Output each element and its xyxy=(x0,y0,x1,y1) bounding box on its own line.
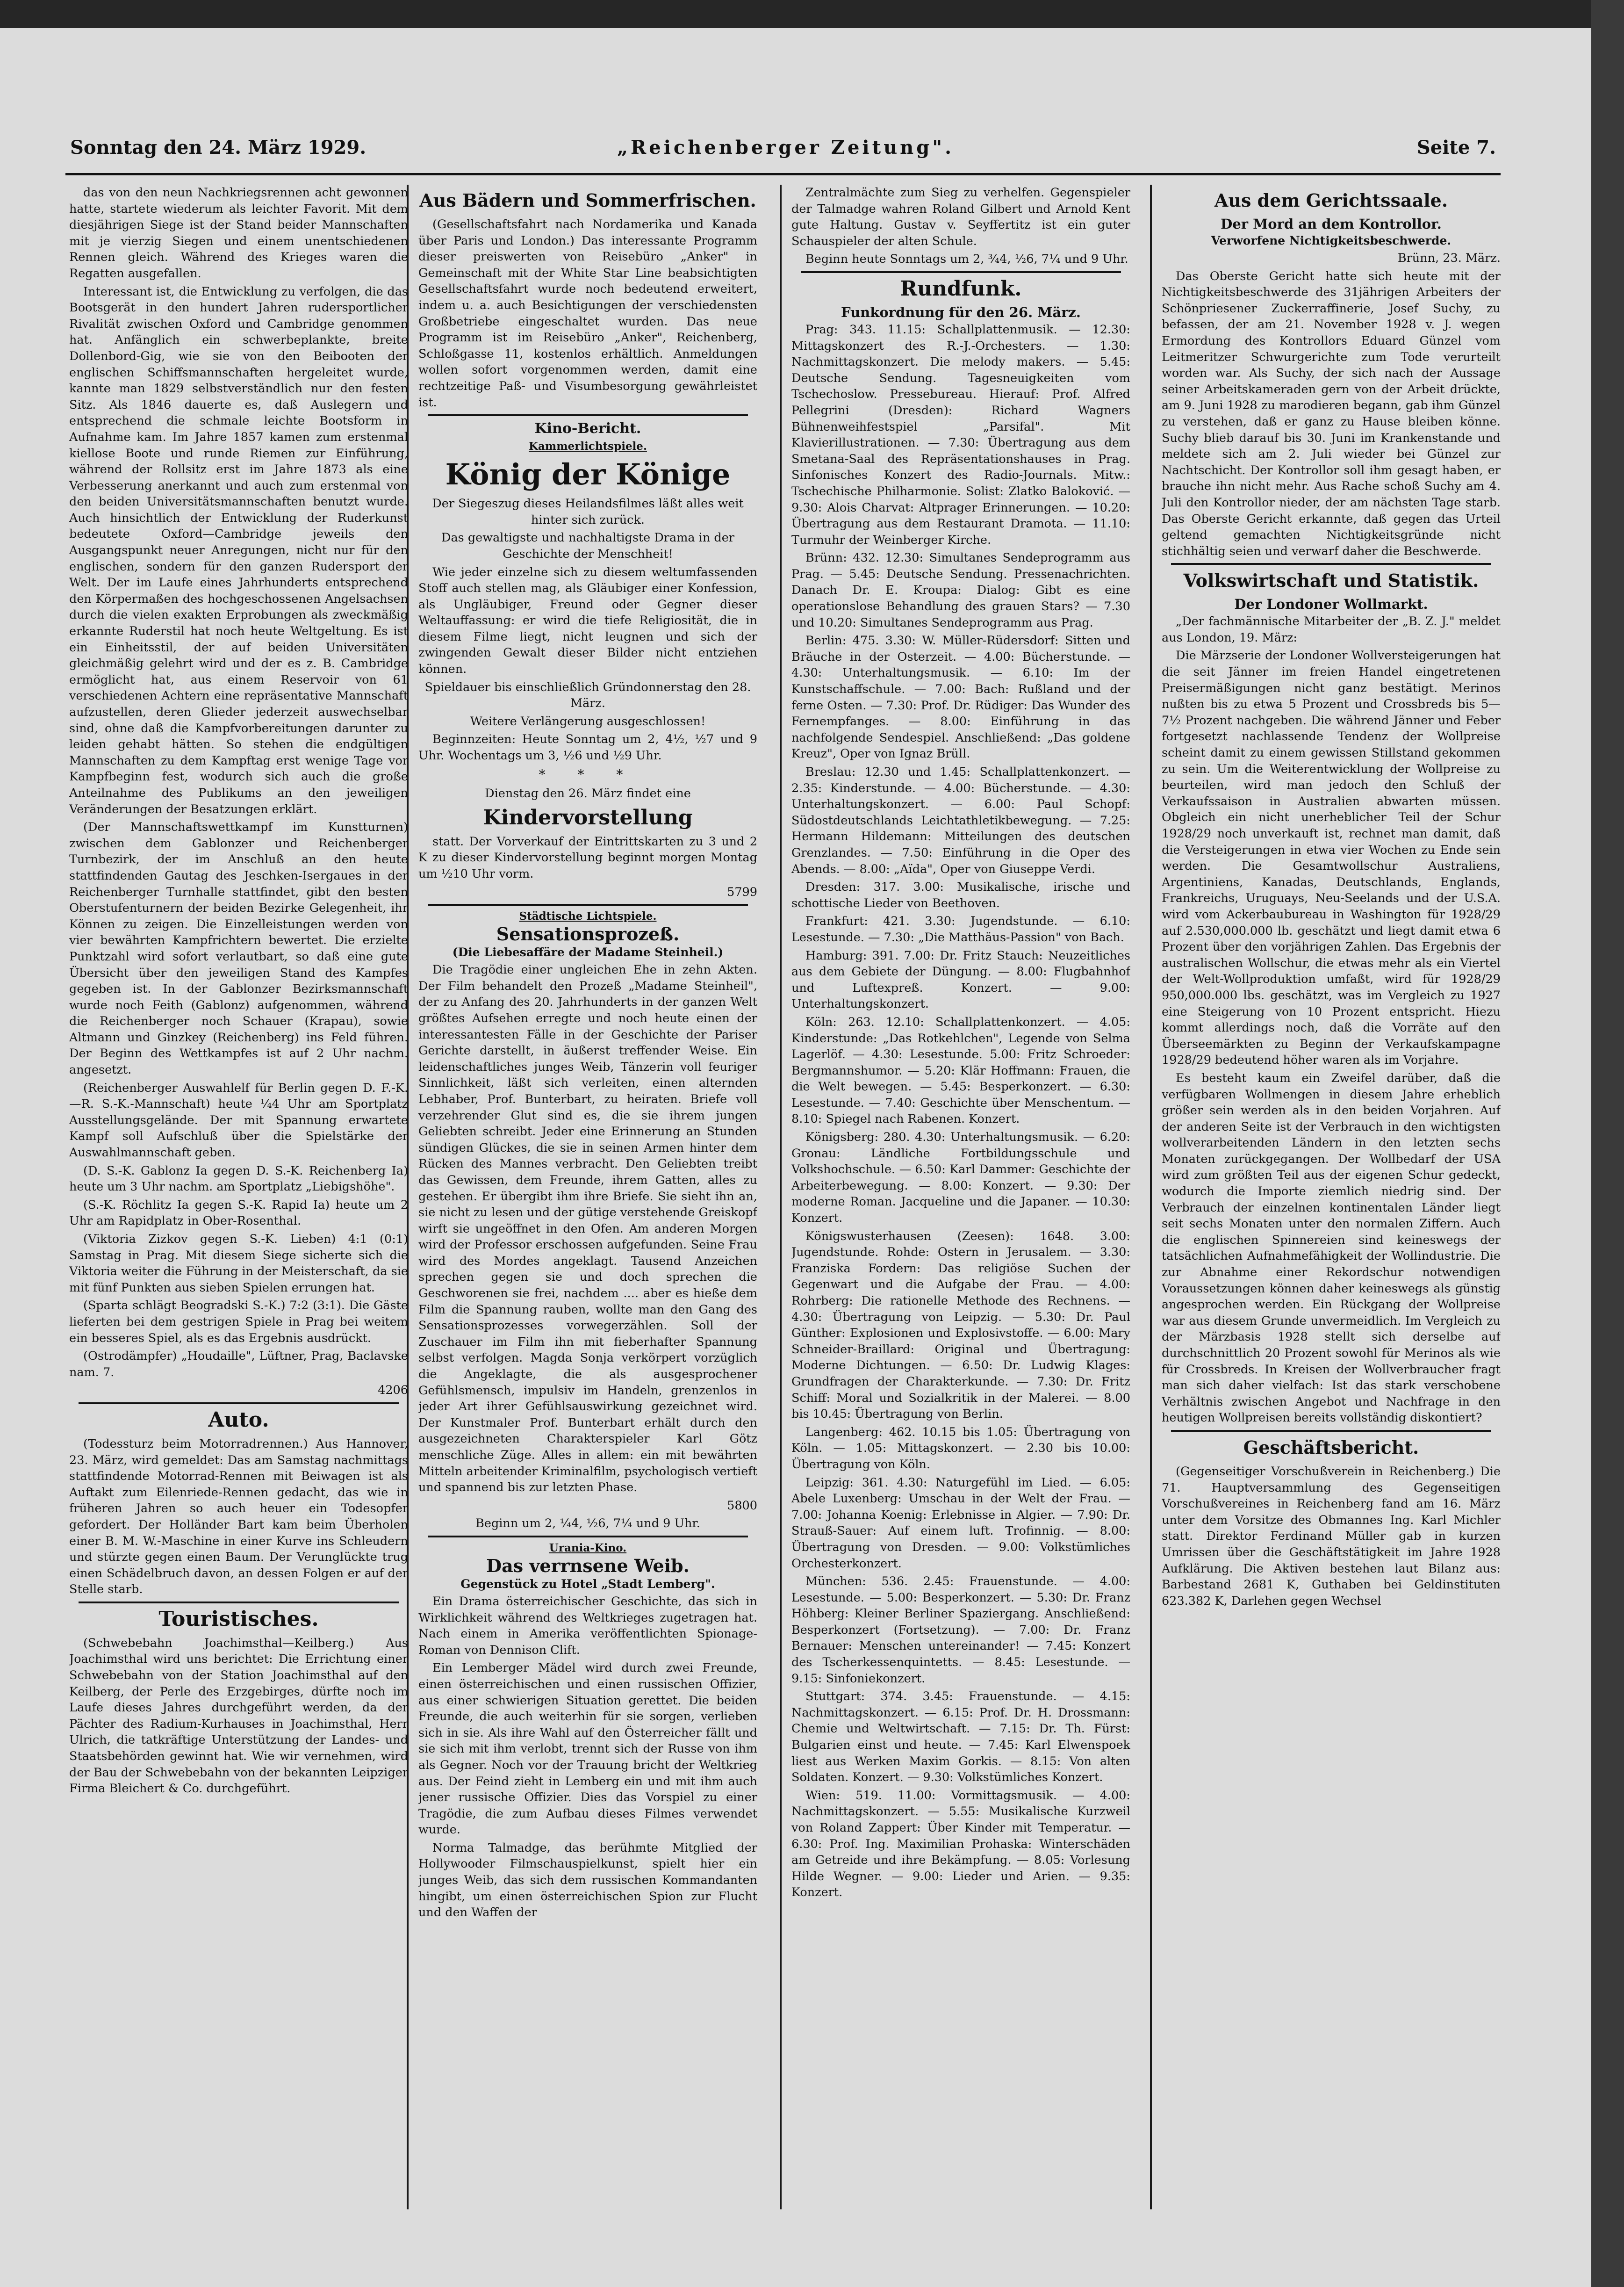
section-heading-baeder: Aus Bädern und Sommerfrischen. xyxy=(419,190,756,211)
article-paragraph: Beginn heute Sonntags um 2, ¾4, ½6, 7¼ und 9 Uhr. xyxy=(805,252,1128,267)
article-paragraph: statt. Der Vorverkauf der Eintrittskarten zu 3 und 2 K zu dieser Kindervorstellung beginnt morgen Montag um ½10 Uhr vorm. xyxy=(418,834,757,881)
film-title: Das verrnsene Weib. xyxy=(486,1555,690,1576)
section-heading-gerichtssaale: Aus dem Gerichtssaale. xyxy=(1214,190,1448,211)
radio-program: Berlin: 475. 3.30: W. Müller-Rüdersdorf: Sitten und Bräuche in der Osterzeit. — 4.00: Bücherstunde. — 4.30: Unterhaltungsmusik. — 6.10: Im der Kunstschaffschule. — 7.00: Bach: Rußland und der ferne Osten. — 7.30: Prof. Dr. Rüdiger: Das Wunder des Fernempfanges. — 8.00: Einführung in das nachfolgende Sendespiel. Anschließend: „Das goldene Kreuz", Oper von Ignaz Brüll. xyxy=(791,634,1130,761)
section-separator xyxy=(428,1536,748,1537)
header-rule xyxy=(65,173,1501,175)
scan-edge-top xyxy=(0,0,1624,28)
film-subtitle: Gegenstück zu Hotel „Stadt Lemberg". xyxy=(460,1577,715,1591)
article-title: Der Mord an dem Kontrollor. xyxy=(1221,216,1442,232)
section-heading-auto: Auto. xyxy=(208,1407,269,1432)
article-paragraph: (S.-K. Röchlitz Ia gegen S.-K. Rapid Ia) heute um 2 Uhr am Rapidplatz in Ober-Rosenthal. xyxy=(69,1198,408,1228)
cinema-name: Kammerlichtspiele. xyxy=(529,440,647,453)
dateline: Brünn, 23. März. xyxy=(1397,251,1501,265)
column-rule xyxy=(780,185,782,2209)
article-paragraph: (Todessturz beim Motorradrennen.) Aus Hannover, 23. März, wird gemeldet: Das am Samstag nachmittags stattfindende Motorrad-Rennen mit Beiwagen ist als Auftakt zum Eilenriede-Rennen gedacht, das wie in früheren Jahren so auch heuer ein Todesopfer gefordert. Der Holländer Bart kam beim Überholen einer B. M. W.-Maschine in einer Kurve ins Schleudern und stürzte gegen einen Baum. Der Verunglückte trug einen Schädelbruch davon, an dessen Folgen er auf der Stelle starb. xyxy=(69,1436,408,1597)
section-heading-rundfunk: Rundfunk. xyxy=(900,276,1022,301)
ad-number: 4206 xyxy=(378,1383,408,1398)
radio-program: Breslau: 12.30 und 1.45: Schallplattenkonzert. — 2.35: Kinderstunde. — 4.00: Bücherstunde. — 4.30: Unterhaltungskonzert. — 6.00: Paul Schopf: Südostdeutschlands Leichtathletikbewegung. — 7.25: Hermann Hildemann: Mitteilungen des deutschen Grenzlandes. — 7.50: Einführung in die Oper des Abends. — 8.00: „Aïda", Oper von Giuseppe Verdi. xyxy=(791,765,1130,876)
article-subtitle: Verworfene Nichtigkeitsbeschwerde. xyxy=(1211,234,1452,247)
article-title: Der Londoner Wollmarkt. xyxy=(1234,596,1428,613)
cinema-name: Städtische Lichtspiele. xyxy=(519,910,657,923)
article-paragraph: Spieldauer bis einschließlich Gründonnerstag den 28. März. xyxy=(424,680,751,711)
column-2 xyxy=(418,185,757,2219)
article-paragraph: Das Oberste Gericht hatte sich heute mit der Nichtigkeitsbeschwerde des 31jährigen Arbeiters der Schönpriesener Zuckerraffinerie, Josef Suchy, zu befassen, der am 21. November 1928 v. J. wegen Ermordung des Kontrollors Eduard Günzel vom Leitmeritzer Schwurgerichte zum Tode verurteilt worden war. Als Suchy, der sich nach der Aussage seiner Arbeitskameraden gern von der Arbeit drückte, am 9. Juni 1928 zu marodieren begann, gab ihm Günzel zu verstehen, daß er ganz zu Hause bleiben könne. Suchy blieb darauf bis 30. Juni im Krankenstande und meldete sich am 2. Juli wieder bei Günzel zur Nachtschicht. Der Kontrollor soll ihm gesagt haben, er brauche ihn nicht mehr. Aus Rache schoß Suchy am 4. Juli den Kontrollor nieder, der am nächsten Tage starb. Das Oberste Gericht erkannte, daß gegen das Urteil geltend gemachten Nichtigkeitsgründe nicht stichhältig seien und verwarf daher die Beschwerde. xyxy=(1162,269,1501,558)
article-paragraph: Norma Talmadge, das berühmte Mitglied der Hollywooder Filmschauspielkunst, spielt hier ein junges Weib, das sich dem russischen Kommandanten hingibt, um einen österreichischen Spion zur Flucht und den Waffen der xyxy=(418,1840,757,1920)
section-separator xyxy=(428,414,748,416)
article-paragraph: Weitere Verlängerung ausgeschlossen! xyxy=(470,714,706,729)
section-heading-touristisches: Touristisches. xyxy=(158,1607,319,1631)
ad-number: 5799 xyxy=(727,885,757,899)
article-paragraph: „Der fachmännische Mitarbeiter der „B. Z. J." meldet aus London, 19. März: xyxy=(1162,614,1501,645)
cinema-name: Urania-Kino. xyxy=(549,1541,627,1554)
section-heading-kino: Kino-Bericht. xyxy=(534,420,641,437)
header-page-number: Seite 7. xyxy=(1416,137,1496,159)
film-title: Sensationsprozeß. xyxy=(496,923,680,945)
article-paragraph: Beginnzeiten: Heute Sonntag um 2, 4½, ½7 und 9 Uhr. Wochentags um 3, ½6 und ½9 Uhr. xyxy=(418,732,757,763)
film-subtitle: (Die Liebesaffäre der Madame Steinheil.) xyxy=(452,945,724,960)
radio-program: Frankfurt: 421. 3.30: Jugendstunde. — 6.10: Lesestunde. — 7.30: „Die Matthäus-Passion" von Bach. xyxy=(791,914,1130,945)
section-separator xyxy=(1171,563,1491,565)
article-paragraph: (Sparta schlägt Beogradski S.-K.) 7:2 (3:1). Die Gäste lieferten bei dem gestrigen Spiele in Prag bei weitem ein besseres Spiel, als es das Ergebnis ausdrückt. xyxy=(69,1299,408,1345)
section-separator xyxy=(428,904,748,906)
article-paragraph: Beginn um 2, ¼4, ½6, 7¼ und 9 Uhr. xyxy=(475,1516,700,1531)
article-paragraph: Es besteht kaum ein Zweifel darüber, daß die verfügbaren Wollmengen in diesem Jahre erheblich größer sein werden als in den beiden Vorjahren. Auf der anderen Seite ist der Verbrauch in den wichtigsten wollverarbeitenden Ländern in den letzten sechs Monaten zurückgegangen. Der Wollbedarf der USA wird zum größten Teil aus der eigenen Schur gedeckt, wodurch die Importe ziemlich niedrig sind. Der Verbrauch der einzelnen kontinentalen Länder liegt seit sechs Monaten unter den normalen Ziffern. Auch die englischen Spinnereien sind keineswegs der tatsächlichen Aufnahmefähigkeit der Wollindustrie. Die zur Abnahme einer Rekordschur notwendigen Voraussetzungen können daher keineswegs als günstig angesprochen werden. Ein Rückgang der Wollpreise war aus diesem Grunde unvermeidlich. Im Vergleich zu der Märzbasis 1928 stellt sich derselbe auf durchschnittlich 20 Prozent sowohl für Merinos als wie für Crossbreds. In Kreisen der Wollverbraucher fragt man sich daher vielfach: Ist das stark verschobene Verhältnis zwischen Angebot und Nachfrage in den heutigen Wollpreisen bereits vollständig diskontiert? xyxy=(1162,1071,1501,1425)
section-separator xyxy=(79,1602,399,1603)
article-paragraph: (Ostrodämpfer) „Houdaille", Lüftner, Prag, Baclavske nam. 7. xyxy=(69,1349,408,1379)
section-heading-geschaeftsbericht: Geschäftsbericht. xyxy=(1243,1436,1419,1458)
column-1 xyxy=(69,185,408,2219)
section-heading-volkswirtschaft: Volkswirtschaft und Statistik. xyxy=(1183,570,1479,592)
radio-program: Langenberg: 462. 10.15 bis 1.05: Übertragung von Köln. — 1.05: Mittagskonzert. — 2.30 bis 10.00: Übertragung von Köln. xyxy=(791,1425,1130,1472)
article-paragraph: Die Tragödie einer ungleichen Ehe in zehn Akten. Der Film behandelt den Prozeß „Madame Steinheil", der zu Anfang des 20. Jahrhunderts in der ganzen Welt größtes Aufsehen erregte und noch heute einen der interessantesten Fälle in der Geschichte der Pariser Gerichte darstellt, in äußerst treffender Weise. Ein leidenschaftliches junges Weib, Tänzerin voll feuriger Sinnlichkeit, läßt sich verleiten, einen alternden Lebhaber, Prof. Bunterbart, zu heiraten. Briefe voll verzehrender Glut sind es, die sie ihrem jungen Geliebten schreibt. Jeder eine Erinnerung an Stunden sündigen Glückes, die sie in seinen Armen hinter dem Rücken des Mannes verbracht. Den Geliebten treibt das Gewissen, dem Freunde, ihrem Gatten, alles zu gestehen. Er übergibt ihm ihre Briefe. Sie sieht ihn an, sie nicht zu lesen und der gütige verstehende Greiskopf wirft sie ungeöffnet in den Ofen. Am anderen Morgen wird der Professor erschossen aufgefunden. Seine Frau wird des Mordes angeklagt. Tausend Anzeichen sprechen gegen sie und doch sprechen die Geschworenen sie frei, nachdem .... aber es hieße dem Film die Spannung rauben, wollte man den Gang des Sensationsprozesses vorwegerzählen. Soll der Zuschauer im Film ihn mit fieberhafter Spannung selbst verfolgen. Magda Sonja verkörpert vorzüglich die Angeklagte, die als ausgesprochener Gefühlsmensch, impulsiv im Handeln, grenzenlos in jeder Art ihrer Gefühlsauswirkung gezeichnet wird. Der Kunstmaler Prof. Bunterbart erhält durch den ausgezeichneten Charakterspieler Karl Götz menschliche Züge. Alles in allem: ein mit bewährten Mitteln arbeitender Kriminalfilm, psychologisch vertieft und spannend bis zur letzten Phase. xyxy=(418,963,757,1495)
column-3 xyxy=(791,185,1130,2219)
article-paragraph: (Viktoria Zizkov gegen S.-K. Lieben) 4:1 (0:1) Samstag in Prag. Mit diesem Siege sicherte sich die Viktoria weiter die Führung in der Meisterschaft, da sie mit fünf Punkten aus sieben Spielen errungen hat. xyxy=(69,1232,408,1295)
article-paragraph: (Reichenberger Auswahlelf für Berlin gegen D. F.-K.—R. S.-K.-Mannschaft) heute ¼4 Uhr am Sportplatz Ausstellungsgelände. Der mit Spannung erwartete Kampf soll Aufschluß über die Spielstärke der Auswahlmannschaft geben. xyxy=(69,1081,408,1160)
article-paragraph: Ein Drama österreichischer Geschichte, das sich in Wirklichkeit während des Weltkrieges zugetragen hat. Nach einem in Amerika veröffentlichten Spionage-Roman von Dennison Clift. xyxy=(418,1594,757,1657)
article-paragraph: Interessant ist, die Entwicklung zu verfolgen, die das Bootsgerät in den hundert Jahren rudersportlicher Rivalität zwischen Oxford und Cambridge genommen hat. Anfänglich ein schwerbeplankte, breite Dollenbord-Gig, wie sie von den Beibooten der englischen Schiffsmannschaften hergeleitet wurde, kannte man 1829 selbstverständlich nur den festen Sitz. Als 1846 dauerte es, daß Auslegern und entsprechend die schmale leichte Bootsform in Aufnahme kam. Im Jahre 1857 kamen zum erstenmal kiellose Boote und runde Riemen zur Einführung, während der Rollsitz erst im Jahre 1873 als eine Verbesserung anerkannt und auch zum erstenmal von den beiden Universitätsmannschaften benutzt wurde. Auch hinsichtlich der Entwicklung der Ruderkunst bedeutete Oxford—Cambridge jeweils den Ausgangspunkt neuer Anregungen, nicht nur für den englischen, sondern für den ganzen Rudersport der Welt. Der im Laufe eines Jahrhunderts entsprechend den Körpermaßen des hochgeschossenen Angelsachsen durch die vielen exakten Erprobungen als zweckmäßig erkannte Ruderstil hat noch heute Weltgeltung. Es ist ein Einheitsstil, der auf beiden Universitäten gleichmäßig gelehrt wird und der es z. B. Cambridge ermöglicht hat, aus einem Reservoir von 61 verschiedenen Achtern eine repräsentative Mannschaft aufzustellen, deren Glieder jederzeit auswechselbar sind, ohne daß die Kampfvorbereitungen darunter zu leiden gehabt hätten. So stehen die endgültigen Mannschaften zu dem Kampftag erst wenige Tage vor Kampfbeginn fest, wodurch sich auch die große Anteilnahme des Publikums an den jeweiligen Veränderungen der Besatzungen erklärt. xyxy=(69,284,408,816)
section-separator xyxy=(1171,1430,1491,1432)
section-separator xyxy=(801,271,1121,273)
article-paragraph: Das gewaltigste und nachhaltigste Drama in der Geschichte der Menschheit! xyxy=(441,531,734,561)
program-heading: Funkordnung für den 26. März. xyxy=(841,304,1081,320)
header-date: Sonntag den 24. März 1929. xyxy=(70,137,366,159)
radio-program: Brünn: 432. 12.30: Simultanes Sendeprogramm aus Prag. — 5.45: Deutsche Sendung. Pressenachrichten. Danach Dr. E. Kroupa: Dialog: Gibt es eine operationslose Behandlung des grauen Stars? — 7.30 und 10.20: Simultanes Sendeprogramm aus Prag. xyxy=(791,551,1130,630)
article-paragraph: Dienstag den 26. März findet eine xyxy=(485,786,691,801)
article-paragraph: (Gesellschaftsfahrt nach Nordamerika und Kanada über Paris und London.) Das interessante Programm dieser preiswerten von Reisebüro „Anker" in Gemeinschaft mit der White Star Line beabsichtigten Gesellschaftsfahrt wurde noch bedeutend erweitert, indem u. a. auch Besichtigungen der verschiedensten Großbetriebe eingeschaltet wurden. Das neue Programm ist im Reisebüro „Anker", Reichenberg, Schloßgasse 11, kostenlos erhältlich. Anmeldungen wollen sofort vorgenommen werden, damit eine rechtzeitige Paß- und Visumbesorgung gewährleistet ist. xyxy=(418,217,757,410)
article-paragraph: Wie jeder einzelne sich zu diesem weltumfassenden Stoff auch stellen mag, als Gläubiger einer Konfession, als Ungläubiger, Freund oder Gegner dieser Weltauffassung: er wird die tiefe Religiosität, die in diesem Filme liegt, nicht leugnen und sich der zwingenden Gewalt dieser Bilder nicht entziehen können. xyxy=(418,565,757,677)
article-paragraph: (D. S.-K. Gablonz Ia gegen D. S.-K. Reichenberg Ia) heute um 3 Uhr nachm. am Sportplatz „Liebigshöhe". xyxy=(69,1163,408,1194)
radio-program: Leipzig: 361. 4.30: Naturgefühl im Lied. — 6.05: Abele Luxenberg: Umschau in der Welt der Frau. — 7.00: Johanna Koenig: Erlebnisse in Algier. — 7.90: Dr. Strauß-Sauer: Auf einem luft. Trofinnig. — 8.00: Übertragung von Dresden. — 9.00: Volkstümliches Orchesterkonzert. xyxy=(791,1475,1130,1571)
radio-program: Prag: 343. 11.15: Schallplattenmusik. — 12.30: Mittagskonzert des R.-J.-Orchesters. — 1.30: Nachmittagskonzert. Die melody makers. — 5.45: Deutsche Sendung. Tagesneuigkeiten vom Tschechoslow. Pressebureau. Hierauf: Prof. Alfred Pellegrini (Dresden): Richard Wagners Bühnenweihfestspiel „Parsifal". Mit Klavierillustrationen. — 7.30: Übertragung aus dem Smetana-Saal des Repräsentationshauses in Prag. Sinfonisches Konzert des Radio-Journals. Mitw.: Tschechische Philharmonie. Solist: Zlatko Baloković. — 9.30: Alois Charvat: Altprager Erinnerungen. — 10.20: Übertragung aus dem Restaurant Dramota. — 11.10: Turmuhr der Weinberger Kirche. xyxy=(791,322,1130,547)
ad-number: 5800 xyxy=(727,1498,757,1513)
article-paragraph: (Schwebebahn Joachimsthal—Keilberg.) Aus Joachimsthal wird uns berichtet: Die Errichtung einer Schwebebahn von der Station Joachimsthal auf den Keilberg, der Perle des Erzgebirges, dürfte noch im Laufe dieses Jahres durchgeführt werden, da der Pächter des Radium-Kurhauses in Joachimsthal, Herr Ulrich, die tatkräftige Unterstützung der Landes- und Staatsbehörden gewinnt hat. Wie wir vernehmen, wird der Bau der Schwebebahn von der bekannten Leipziger Firma Bleichert & Co. durchgeführt. xyxy=(69,1636,408,1796)
radio-program: Königswusterhausen (Zeesen): 1648. 3.00: Jugendstunde. Rohde: Ostern in Jerusalem. — 3.30: Franziska Fordern: Das religiöse Suchen der Gegenwart und die Aufgabe der Frau. — 4.00: Rohrberg: Die rationelle Methode des Rechnens. — 4.30: Übertragung von Leipzig. — 5.30: Dr. Paul Günther: Explosionen und Explosivstoffe. — 6.00: Mary Schneider-Braillard: Original und Übertragung: Moderne Dichtungen. — 6.50: Dr. Ludwig Klages: Grundfragen der Charakterkunde. — 7.30: Dr. Fritz Schiff: Moral und Sozialkritik in der Malerei. — 8.00 bis 10.45: Übertragung von Berlin. xyxy=(791,1229,1130,1421)
event-title: Kindervorstellung xyxy=(483,805,693,830)
asterism: * * * xyxy=(539,766,637,782)
scan-edge-right xyxy=(1591,0,1624,2287)
article-paragraph: Ein Lemberger Mädel wird durch zwei Freunde, einen österreichischen und einen russischen Offizier, aus einer schwierigen Situation gerettet. Die beiden Freunde, die auch weiterhin für sie sorgen, verlieben sich in sie. Als ihre Wahl auf den Österreicher fällt und sie sich mit ihm verlobt, trennt sich der Russe von ihm als Gegner. Noch vor der Trauung bricht der Weltkrieg aus. Der Feind zieht in Lemberg ein und mit ihm auch jener russische Offizier. Dies das Vorspiel zu einer Tragödie, die zum Aufbau dieses Filmes verwendet wurde. xyxy=(418,1661,757,1837)
radio-program: Dresden: 317. 3.00: Musikalische, irische und schottische Lieder von Beethoven. xyxy=(791,880,1130,910)
radio-program: Hamburg: 391. 7.00: Dr. Fritz Stauch: Neuzeitliches aus dem Gebiete der Düngung. — 8.00: Flugbahnhof und Luftexpreß. Konzert. — 9.00: Unterhaltungskonzert. xyxy=(791,948,1130,1011)
article-paragraph: (Gegenseitiger Vorschußverein in Reichenberg.) Die 71. Hauptversammlung des Gegenseitigen Vorschußvereines in Reichenberg fand am 16. März unter dem Vorsitze des Obmannes Ing. Karl Michler statt. Direktor Ferdinand Müller gab in kurzen Umrissen über die Geschäftstätigkeit im Jahre 1928 Aufklärung. Die Aktiven bestehen laut Bilanz aus: Barbestand 2681 K, Guthaben bei Geldinstituten 623.382 K, Darlehen gegen Wechsel xyxy=(1162,1464,1501,1608)
section-separator xyxy=(79,1402,399,1404)
radio-program: Wien: 519. 11.00: Vormittagsmusik. — 4.00: Nachmittagskonzert. — 5.55: Musikalische Kurzweil von Roland Zappert: Über Kinder mit Temperatur. — 6.30: Prof. Ing. Maximilian Prohaska: Winterschäden am Getreide und ihre Bekämpfung. — 8.05: Vorlesung Hilde Wegner. — 9.00: Lieder und Arien. — 9.35: Konzert. xyxy=(791,1788,1130,1900)
article-paragraph: Der Siegeszug dieses Heilandsfilmes läßt alles weit hinter sich zurück. xyxy=(432,497,744,527)
article-paragraph: Zentralmächte zum Sieg zu verhelfen. Gegenspieler der Talmadge wahren Roland Gilbert und Arnold Kent gute Haltung. Gustav v. Seyffertitz ist ein guter Schauspieler der alten Schule. xyxy=(791,186,1130,248)
radio-program: München: 536. 2.45: Frauenstunde. — 4.00: Lesestunde. — 5.00: Besperkonzert. — 5.30: Dr. Franz Höhberg: Kleiner Berliner Spaziergang. Anschließend: Besperkonzert (Fortsetzung). — 7.00: Dr. Franz Bernauer: Menschen untereinander! — 7.45: Konzert des Tscherkessenquintetts. — 8.45: Lesestunde. — 9.15: Sinfoniekonzert. xyxy=(791,1574,1130,1686)
column-4 xyxy=(1162,185,1501,2219)
film-title: König der Könige xyxy=(445,457,731,492)
radio-program: Stuttgart: 374. 3.45: Frauenstunde. — 4.15: Nachmittagskonzert. — 6.15: Prof. Dr. H. Drossmann: Chemie und Weltwirtschaft. — 7.15: Dr. Th. Fürst: Bulgarien einst und heute. — 7.45: Karl Elwenspoek liest aus Werken Maxim Gorkis. — 8.15: Von alten Soldaten. Konzert. — 9.30: Volkstümliches Konzert. xyxy=(791,1689,1130,1785)
column-rule xyxy=(1150,185,1152,2209)
article-paragraph: das von den neun Nachkriegsrennen acht gewonnen hatte, startete wiederum als leichter Favorit. Mit dem diesjährigen Siege ist der Stand beider Mannschaften mit je vierzig Siegen und einem unentschiedenen Rennen gleich. Während des Krieges waren die Regatten ausgefallen. xyxy=(69,186,408,281)
page-header xyxy=(70,137,1496,165)
header-newspaper-title: „Reichenberger Zeitung". xyxy=(617,137,954,159)
article-paragraph: (Der Mannschaftswettkampf im Kunstturnen) zwischen dem Gablonzer und Reichenberger Turnbezirk, der im Anschluß an den heute stattfindenden Gautag des Jeschken-Isergaues in der Reichenberger Turnhalle stattfindet, gibt den besten Oberstufenturnern der beiden Bezirke Gelegenheit, ihr Können zu zeigen. Die Einzelleistungen werden von vier bewährten Kampfrichtern bewertet. Die erzielte Punktzahl wird sofort verlautbart, so daß eine gute Übersicht über den jeweiligen Stand des Kampfes gegeben ist. In der Gablonzer Bezirksmannschaft wurde noch Feith (Gablonz) aufgenommen, während die Reichenberger noch Schauer (Krapau), sowie Altmann und Ginzkey (Reichenberg) ins Feld führen. Der Beginn des Wettkampfes ist auf 2 Uhr nachm. angesetzt. xyxy=(69,820,408,1077)
article-paragraph: Die Märzserie der Londoner Wollversteigerungen hat die seit Jänner im freien Handel eingetretenen Preisermäßigungen nicht ganz bestätigt. Merinos nußten bis zu etwa 5 Prozent und Crossbreds bis 5—7½ Prozent nachgeben. Die während Jänner und Feber fortgesetzt nachlassende Tendenz der Wollpreise scheint damit zu einem gewissen Stillstand gekommen zu sein. Um die Weiterentwicklung der Wollpreise zu beurteilen, wird man jedoch den Schluß der Verkaufssaison in Australien abwarten müssen. Obgleich ein nicht unerheblicher Teil der Schur 1928/29 noch unverkauft ist, rechnet man damit, daß die Versteigerungen in etwa vier Wochen zu Ende sein werden. Die Gesamtwollschur Australiens, Argentiniens, Kanadas, Deutschlands, Englands, Frankreichs, Uruguays, Neu-Seelands und der U.S.A. wird vom Ackerbaubureau in Washington für 1928/29 auf 2.530,000.000 lb. geschätzt und liegt damit etwa 6 Prozent über den vorjährigen Zahlen. Das Ergebnis der australischen Wollschur, die etwas mehr als ein Viertel der Welt-Wollproduktion umfaßt, wird für 1928/29 950,000.000 lbs. geschätzt, was im Vergleich zu 1927 eine Steigerung von 10 Prozent entspricht. Hiezu kommt allerdings noch, daß die Vorräte auf den Überseemärkten zu Beginn der Verkaufskampagne 1928/29 bedeutend höher waren als im Vorjahre. xyxy=(1162,649,1501,1068)
radio-program: Köln: 263. 12.10: Schallplattenkonzert. — 4.05: Kinderstunde: „Das Rotkehlchen", Legende von Selma Lagerlöf. — 4.30: Lesestunde. 5.00: Fritz Schroeder: Bergmannshumor. — 5.20: Klär Hoffmann: Frauen, die die Welt bewegen. — 5.45: Besperkonzert. — 6.30: Lesestunde. — 7.40: Geschichte über Menschentum. — 8.10: Spiegel nach Rabenen. Konzert. xyxy=(791,1015,1130,1126)
radio-program: Königsberg: 280. 4.30: Unterhaltungsmusik. — 6.20: Gronau: Ländliche Fortbildungsschule und Volkshochschule. — 6.50: Karl Dammer: Geschichte der Arbeiterbewegung. — 8.00: Konzert. — 9.30: Der moderne Roman. Jacqueline und die Japaner. — 10.30: Konzert. xyxy=(791,1130,1130,1226)
